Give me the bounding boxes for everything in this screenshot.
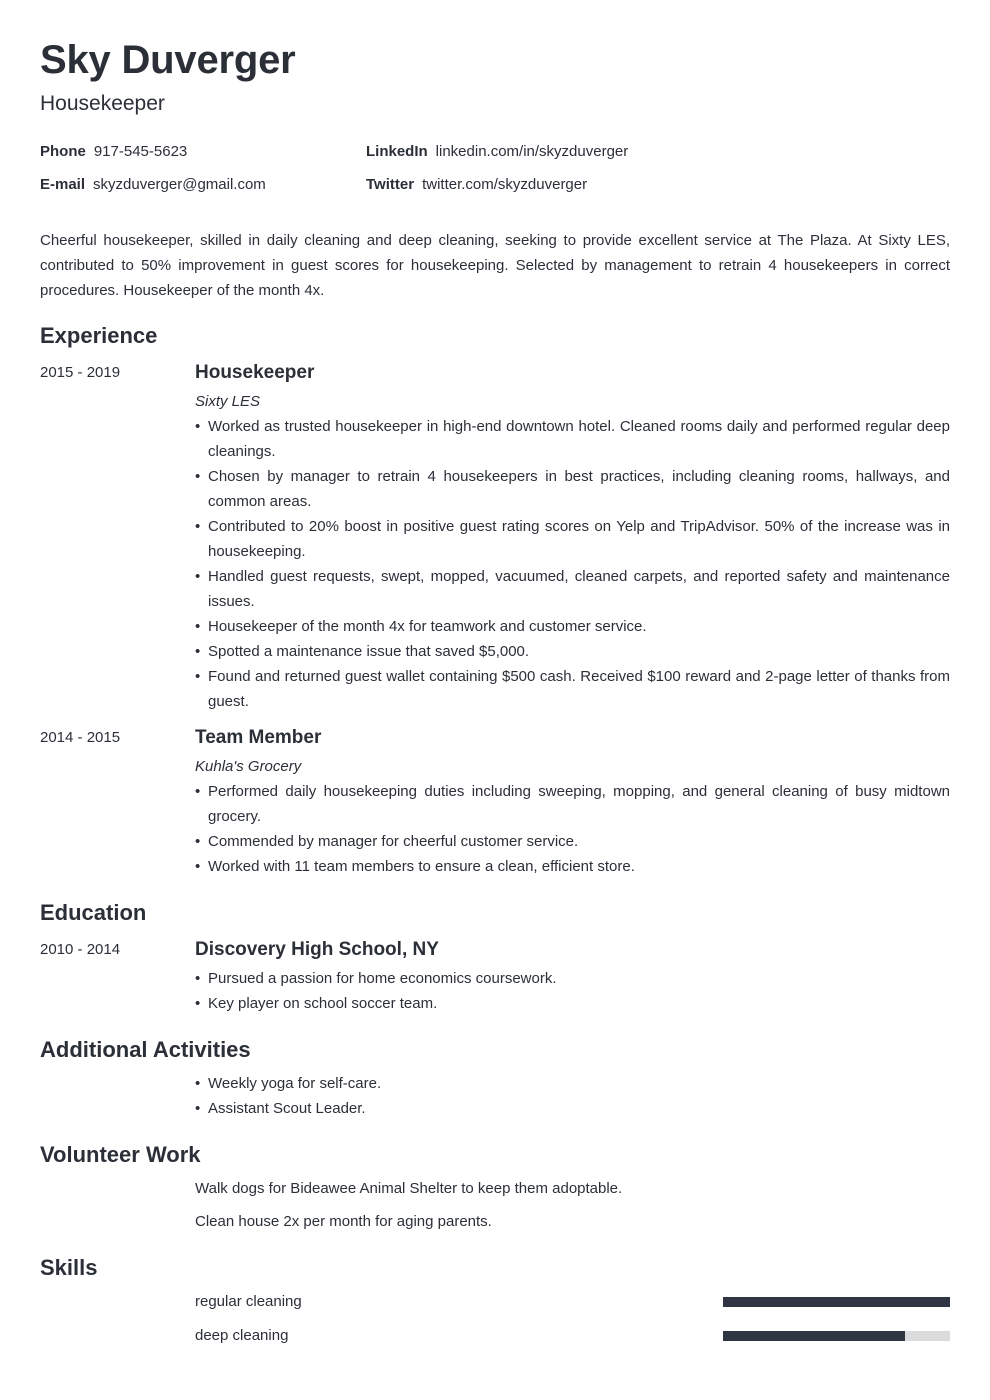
job-bullet: • Housekeeper of the month 4x for teamwork and customer service. (195, 614, 950, 639)
job-bullets (195, 779, 950, 879)
skill-level-bar (723, 1297, 950, 1307)
job-bullet: • Chosen by manager to retrain 4 housekeepers in best practices, including cleaning rooms, hallways, and common areas. (195, 464, 950, 514)
email-value: skyzduverger@gmail.com (93, 176, 266, 193)
skill-level-bar (723, 1331, 950, 1341)
activity-bullet: • Assistant Scout Leader. (195, 1096, 950, 1121)
contact-phone (40, 143, 187, 160)
contact-linkedin (366, 143, 628, 160)
job-company: Kuhla's Grocery (195, 758, 302, 775)
job-bullet: • Worked as trusted housekeeper in high-end downtown hotel. Cleaned rooms daily and performed regular deep cleanings. (195, 414, 950, 464)
skill-level-fill (723, 1297, 950, 1307)
job-bullet: • Contributed to 20% boost in positive guest rating scores on Yelp and TripAdvisor. 50% of the increase was in housekeeping. (195, 514, 950, 564)
summary-text: Cheerful housekeeper, skilled in daily cleaning and deep cleaning, seeking to provide excellent service at The Plaza. At Sixty LES, contributed to 50% improvement in guest scores for housekeeping. Selected by management to retrain 4 housekeepers in correct procedures. Housekeeper of the month 4x. (40, 232, 950, 299)
education-heading: Education (40, 900, 147, 925)
job-bullet: • Handled guest requests, swept, mopped, vacuumed, cleaned carpets, and reported safety and maintenance issues. (195, 564, 950, 614)
job-role: Team Member (195, 727, 322, 748)
job-bullet: • Performed daily housekeeping duties including sweeping, mopping, and general cleaning of busy midtown grocery. (195, 779, 950, 829)
education-bullets (195, 966, 950, 1016)
skill-name: deep cleaning (195, 1327, 289, 1344)
volunteer-item: Clean house 2x per month for aging parents. (195, 1213, 492, 1230)
job-dates: 2014 - 2015 (40, 729, 121, 746)
job-bullet: • Commended by manager for cheerful customer service. (195, 829, 950, 854)
phone-value: 917-545-5623 (93, 143, 188, 160)
education-dates: 2010 - 2014 (40, 941, 121, 958)
phone-label: Phone (40, 143, 86, 160)
job-bullet: • Worked with 11 team members to ensure a clean, efficient store. (195, 854, 950, 879)
candidate-name: Sky Duverger (40, 38, 296, 82)
twitter-label: Twitter (366, 176, 415, 193)
job-bullets (195, 414, 950, 714)
job-bullet: • Spotted a maintenance issue that saved $5,000. (195, 639, 950, 664)
linkedin-label: LinkedIn (366, 143, 428, 160)
education-school: Discovery High School, NY (195, 939, 439, 960)
education-bullet: • Pursued a passion for home economics coursework. (195, 966, 950, 991)
skill-name: regular cleaning (195, 1293, 302, 1310)
job-dates: 2015 - 2019 (40, 364, 121, 381)
education-bullet: • Key player on school soccer team. (195, 991, 950, 1016)
job-company: Sixty LES (195, 393, 261, 410)
linkedin-value: linkedin.com/in/skyzduverger (435, 143, 629, 160)
skills-heading: Skills (40, 1255, 98, 1280)
activities-heading: Additional Activities (40, 1037, 251, 1062)
skill-level-fill (723, 1331, 905, 1341)
experience-heading: Experience (40, 323, 158, 348)
contact-email (40, 176, 266, 193)
contact-twitter (366, 176, 587, 193)
volunteer-heading: Volunteer Work (40, 1142, 201, 1167)
twitter-value: twitter.com/skyzduverger (422, 176, 588, 193)
activity-bullet: • Weekly yoga for self-care. (195, 1071, 950, 1096)
email-label: E-mail (40, 176, 86, 193)
job-bullet: • Found and returned guest wallet containing $500 cash. Received $100 reward and 2-page letter of thanks from guest. (195, 664, 950, 714)
job-role: Housekeeper (195, 362, 315, 383)
volunteer-item: Walk dogs for Bideawee Animal Shelter to keep them adoptable. (195, 1180, 623, 1197)
candidate-title: Housekeeper (40, 92, 165, 115)
activities-bullets (195, 1071, 950, 1121)
